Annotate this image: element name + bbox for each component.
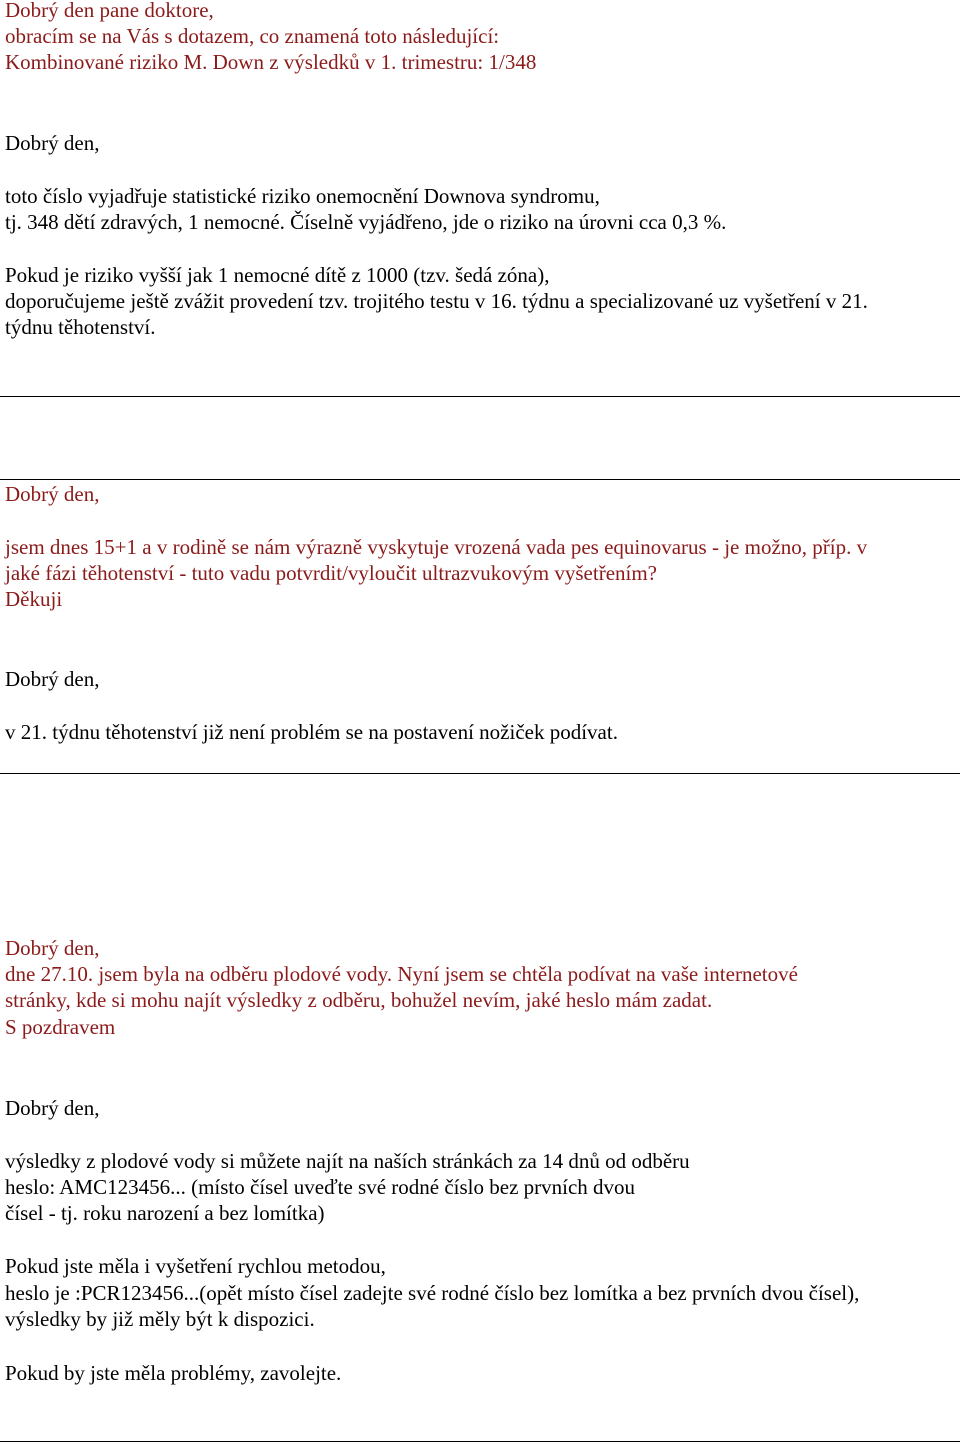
answer-3-line-2: heslo: AMC123456... (místo čísel uveďte své rodné číslo bez prvních dvou	[5, 1175, 636, 1199]
separator-rule	[0, 396, 960, 397]
question-1-line-2: obracím se na Vás s dotazem, co znamená toto následující:	[5, 24, 500, 48]
separator-rule	[0, 479, 960, 480]
answer-1-line-4: doporučujeme ještě zvážit provedení tzv. trojitého testu v 16. týdnu a specializované uz vyšetření v 21.	[5, 289, 868, 313]
question-1-line-1: Dobrý den pane doktore,	[5, 0, 214, 22]
separator-rule	[0, 773, 960, 774]
answer-3-line-1: výsledky z plodové vody si můžete najít na naších stránkách za 14 dnů od odběru	[5, 1149, 690, 1173]
answer-1-line-2: tj. 348 dětí zdravých, 1 nemocné. Číselně vyjádřeno, jde o riziko na úrovni cca 0,3 %.	[5, 210, 727, 234]
question-3-line-2: stránky, kde si mohu najít výsledky z odběru, bohužel nevím, jaké heslo mám zadat.	[5, 988, 713, 1012]
answer-1-line-1: toto číslo vyjadřuje statistické riziko onemocnění Downova syndromu,	[5, 184, 600, 208]
question-3-greeting: Dobrý den,	[5, 936, 100, 960]
answer-2-line-1: v 21. týdnu těhotenství již není problém se na postavení nožiček podívat.	[5, 720, 618, 744]
answer-3-line-5: heslo je :PCR123456...(opět místo čísel zadejte své rodné číslo bez lomítka a bez prvních dvou čísel),	[5, 1281, 860, 1305]
separator-rule	[0, 1441, 960, 1442]
answer-1-line-3: Pokud je riziko vyšší jak 1 nemocné dítě z 1000 (tzv. šedá zóna),	[5, 263, 550, 287]
question-1-line-3: Kombinované riziko M. Down z výsledků v 1. trimestru: 1/348	[5, 50, 537, 74]
answer-3-line-3: čísel - tj. roku narození a bez lomítka)	[5, 1201, 325, 1225]
question-2-line-2: jaké fázi těhotenství - tuto vadu potvrdit/vyloučit ultrazvukovým vyšetřením?	[5, 561, 658, 585]
answer-3-line-4: Pokud jste měla i vyšetření rychlou metodou,	[5, 1254, 386, 1278]
question-3-line-3: S pozdravem	[5, 1015, 116, 1039]
answer-3-greeting: Dobrý den,	[5, 1096, 100, 1120]
answer-1-line-5: týdnu těhotenství.	[5, 315, 156, 339]
question-2-line-3: Děkuji	[5, 587, 63, 611]
question-3-line-1: dne 27.10. jsem byla na odběru plodové vody. Nyní jsem se chtěla podívat na vaše internetové	[5, 962, 798, 986]
question-2-line-1: jsem dnes 15+1 a v rodině se nám výrazně vyskytuje vrozená vada pes equinovarus - je možno, příp. v	[5, 535, 868, 559]
answer-2-greeting: Dobrý den,	[5, 667, 100, 691]
answer-3-line-6: výsledky by již měly být k dispozici.	[5, 1307, 315, 1331]
question-2-greeting: Dobrý den,	[5, 482, 100, 506]
answer-1-greeting: Dobrý den,	[5, 131, 100, 155]
answer-3-line-7: Pokud by jste měla problémy, zavolejte.	[5, 1361, 342, 1385]
